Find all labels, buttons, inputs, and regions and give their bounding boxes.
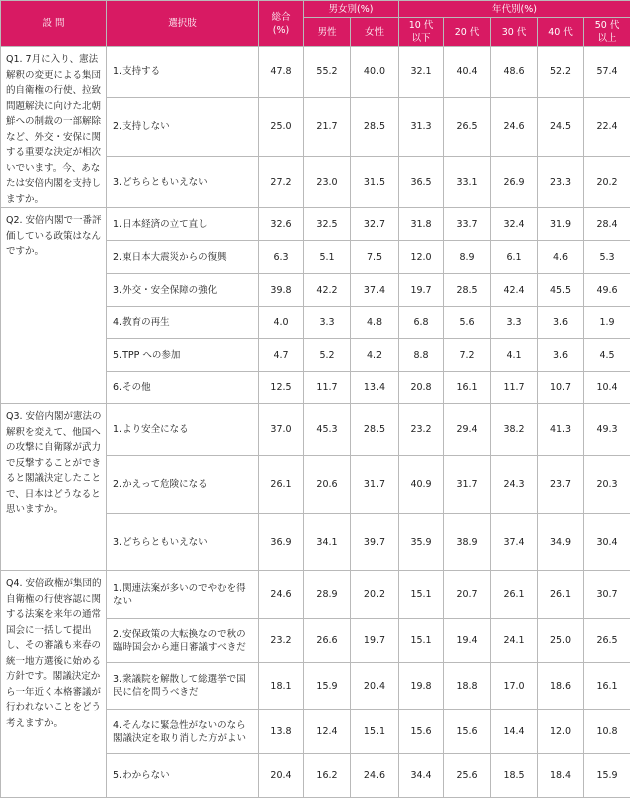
value-cell: 40.4: [444, 47, 491, 98]
choice-label: 1.関連法案が多いのでやむを得ない: [107, 571, 259, 619]
value-cell: 16.1: [584, 663, 630, 710]
value-cell: 8.9: [444, 241, 491, 274]
value-cell: 42.4: [491, 274, 538, 307]
value-cell: 23.3: [538, 157, 584, 208]
value-cell: 13.4: [351, 372, 399, 404]
value-cell: 28.5: [444, 274, 491, 307]
value-cell: 20.4: [259, 754, 304, 798]
value-cell: 33.7: [444, 208, 491, 241]
value-cell: 45.5: [538, 274, 584, 307]
value-cell: 20.7: [444, 571, 491, 619]
value-cell: 20.2: [584, 157, 630, 208]
choice-label: 5.TPP への参加: [107, 339, 259, 372]
value-cell: 4.1: [491, 339, 538, 372]
value-cell: 38.2: [491, 404, 538, 456]
value-cell: 37.4: [351, 274, 399, 307]
value-cell: 23.2: [259, 619, 304, 663]
value-cell: 12.4: [304, 710, 351, 754]
value-cell: 31.5: [351, 157, 399, 208]
value-cell: 45.3: [304, 404, 351, 456]
value-cell: 31.8: [399, 208, 444, 241]
value-cell: 23.2: [399, 404, 444, 456]
value-cell: 5.2: [304, 339, 351, 372]
value-cell: 19.8: [399, 663, 444, 710]
header-female: 女性: [351, 18, 399, 47]
value-cell: 31.3: [399, 97, 444, 156]
value-cell: 37.0: [259, 404, 304, 456]
value-cell: 5.3: [584, 241, 630, 274]
value-cell: 48.6: [491, 47, 538, 98]
value-cell: 28.5: [351, 97, 399, 156]
value-cell: 15.9: [304, 663, 351, 710]
choice-label: 4.そんなに緊急性がないのなら閣議決定を取り消した方がよい: [107, 710, 259, 754]
value-cell: 15.1: [351, 710, 399, 754]
value-cell: 22.4: [584, 97, 630, 156]
value-cell: 18.5: [491, 754, 538, 798]
value-cell: 30.4: [584, 514, 630, 571]
value-cell: 37.4: [491, 514, 538, 571]
value-cell: 7.5: [351, 241, 399, 274]
value-cell: 18.4: [538, 754, 584, 798]
value-cell: 6.3: [259, 241, 304, 274]
value-cell: 20.8: [399, 372, 444, 404]
value-cell: 25.0: [538, 619, 584, 663]
value-cell: 34.4: [399, 754, 444, 798]
value-cell: 12.5: [259, 372, 304, 404]
value-cell: 15.1: [399, 571, 444, 619]
value-cell: 3.6: [538, 307, 584, 339]
value-cell: 17.0: [491, 663, 538, 710]
value-cell: 52.2: [538, 47, 584, 98]
value-cell: 55.2: [304, 47, 351, 98]
value-cell: 18.6: [538, 663, 584, 710]
value-cell: 8.8: [399, 339, 444, 372]
table-row: [1, 571, 630, 619]
value-cell: 19.7: [351, 619, 399, 663]
value-cell: 10.8: [584, 710, 630, 754]
value-cell: 23.0: [304, 157, 351, 208]
table-row: [1, 404, 630, 456]
value-cell: 23.7: [538, 456, 584, 514]
value-cell: 18.8: [444, 663, 491, 710]
header-age-50: 50 代以上: [584, 18, 630, 47]
value-cell: 14.4: [491, 710, 538, 754]
value-cell: 42.2: [304, 274, 351, 307]
header-male: 男性: [304, 18, 351, 47]
value-cell: 24.3: [491, 456, 538, 514]
value-cell: 32.6: [259, 208, 304, 241]
value-cell: 24.6: [351, 754, 399, 798]
value-cell: 20.6: [304, 456, 351, 514]
value-cell: 28.5: [351, 404, 399, 456]
value-cell: 38.9: [444, 514, 491, 571]
header-age-20: 20 代: [444, 18, 491, 47]
value-cell: 34.1: [304, 514, 351, 571]
survey-body: [1, 47, 630, 798]
header-age-30: 30 代: [491, 18, 538, 47]
header-segment: 設 問: [1, 1, 107, 47]
value-cell: 31.7: [351, 456, 399, 514]
value-cell: 11.7: [491, 372, 538, 404]
value-cell: 31.7: [444, 456, 491, 514]
value-cell: 26.6: [304, 619, 351, 663]
value-cell: 49.6: [584, 274, 630, 307]
question-text: Q4. 安倍政権が集団的自衛権の行使容認に関する法案を来年の通常国会に一括して提出し、その審議も来春の統一地方選後に始める方針です。閣議決定から一年近く本格審議が行われないことをどう考えますか。: [1, 571, 107, 798]
value-cell: 12.0: [399, 241, 444, 274]
value-cell: 15.1: [399, 619, 444, 663]
value-cell: 15.6: [444, 710, 491, 754]
choice-label: 2.東日本大震災からの復興: [107, 241, 259, 274]
value-cell: 26.1: [491, 571, 538, 619]
value-cell: 33.1: [444, 157, 491, 208]
choice-label: 3.衆議院を解散して総選挙で国民に信を問うべきだ: [107, 663, 259, 710]
value-cell: 3.3: [304, 307, 351, 339]
choice-label: 1.日本経済の立て直し: [107, 208, 259, 241]
value-cell: 24.6: [491, 97, 538, 156]
value-cell: 3.3: [491, 307, 538, 339]
value-cell: 20.3: [584, 456, 630, 514]
value-cell: 11.7: [304, 372, 351, 404]
value-cell: 28.9: [304, 571, 351, 619]
value-cell: 32.1: [399, 47, 444, 98]
value-cell: 15.6: [399, 710, 444, 754]
table-row: [1, 208, 630, 241]
value-cell: 40.9: [399, 456, 444, 514]
value-cell: 25.6: [444, 754, 491, 798]
value-cell: 1.9: [584, 307, 630, 339]
value-cell: 36.9: [259, 514, 304, 571]
value-cell: 24.6: [259, 571, 304, 619]
choice-label: 3.外交・安全保障の強化: [107, 274, 259, 307]
value-cell: 36.5: [399, 157, 444, 208]
value-cell: 49.3: [584, 404, 630, 456]
value-cell: 32.4: [491, 208, 538, 241]
value-cell: 29.4: [444, 404, 491, 456]
choice-label: 2.支持しない: [107, 97, 259, 156]
value-cell: 47.8: [259, 47, 304, 98]
value-cell: 27.2: [259, 157, 304, 208]
value-cell: 10.7: [538, 372, 584, 404]
value-cell: 24.5: [538, 97, 584, 156]
choice-label: 5.わからない: [107, 754, 259, 798]
value-cell: 4.2: [351, 339, 399, 372]
value-cell: 34.9: [538, 514, 584, 571]
header-age: 年代別(%): [399, 1, 630, 18]
value-cell: 13.8: [259, 710, 304, 754]
value-cell: 35.9: [399, 514, 444, 571]
value-cell: 26.1: [259, 456, 304, 514]
choice-label: 1.支持する: [107, 47, 259, 98]
value-cell: 5.6: [444, 307, 491, 339]
question-text: Q1. 7月に入り、憲法解釈の変更による集団的自衛権の行使、拉致問題解決に向けた北朝鮮への制裁の一部解除など、外交・安保に関する重要な決定が相次いでいます。今、あなたは安倍内閣を支持しますか。: [1, 47, 107, 208]
value-cell: 10.4: [584, 372, 630, 404]
value-cell: 39.8: [259, 274, 304, 307]
header-gender: 男女別(%): [304, 1, 399, 18]
choice-label: 2.かえって危険になる: [107, 456, 259, 514]
value-cell: 4.8: [351, 307, 399, 339]
value-cell: 57.4: [584, 47, 630, 98]
choice-label: 6.その他: [107, 372, 259, 404]
value-cell: 5.1: [304, 241, 351, 274]
value-cell: 32.5: [304, 208, 351, 241]
value-cell: 7.2: [444, 339, 491, 372]
choice-label: 3.どちらともいえない: [107, 157, 259, 208]
value-cell: 39.7: [351, 514, 399, 571]
header-choice: 選択肢: [107, 1, 259, 47]
choice-label: 4.教育の再生: [107, 307, 259, 339]
value-cell: 4.0: [259, 307, 304, 339]
value-cell: 19.7: [399, 274, 444, 307]
value-cell: 28.4: [584, 208, 630, 241]
value-cell: 12.0: [538, 710, 584, 754]
value-cell: 15.9: [584, 754, 630, 798]
question-text: Q3. 安倍内閣が憲法の解釈を変えて、他国への攻撃に自衛隊が武力で反撃することができると閣議決定したことで、日本はどうなると思いますか。: [1, 404, 107, 571]
value-cell: 30.7: [584, 571, 630, 619]
value-cell: 4.5: [584, 339, 630, 372]
header-total: 総合(%): [259, 1, 304, 47]
value-cell: 25.0: [259, 97, 304, 156]
value-cell: 20.2: [351, 571, 399, 619]
value-cell: 24.1: [491, 619, 538, 663]
value-cell: 26.5: [444, 97, 491, 156]
value-cell: 21.7: [304, 97, 351, 156]
header-age-40: 40 代: [538, 18, 584, 47]
value-cell: 16.1: [444, 372, 491, 404]
value-cell: 20.4: [351, 663, 399, 710]
value-cell: 6.1: [491, 241, 538, 274]
value-cell: 6.8: [399, 307, 444, 339]
header-age-10: 10 代以下: [399, 18, 444, 47]
value-cell: 19.4: [444, 619, 491, 663]
value-cell: 26.9: [491, 157, 538, 208]
choice-label: 3.どちらともいえない: [107, 514, 259, 571]
table-row: [1, 47, 630, 98]
value-cell: 4.6: [538, 241, 584, 274]
value-cell: 3.6: [538, 339, 584, 372]
value-cell: 31.9: [538, 208, 584, 241]
value-cell: 18.1: [259, 663, 304, 710]
value-cell: 4.7: [259, 339, 304, 372]
value-cell: 41.3: [538, 404, 584, 456]
value-cell: 32.7: [351, 208, 399, 241]
value-cell: 40.0: [351, 47, 399, 98]
value-cell: 26.1: [538, 571, 584, 619]
choice-label: 1.より安全になる: [107, 404, 259, 456]
value-cell: 16.2: [304, 754, 351, 798]
question-text: Q2. 安倍内閣で一番評価している政策はなんですか。: [1, 208, 107, 404]
value-cell: 26.5: [584, 619, 630, 663]
choice-label: 2.安保政策の大転換なので秋の臨時国会から連日審議すべきだ: [107, 619, 259, 663]
